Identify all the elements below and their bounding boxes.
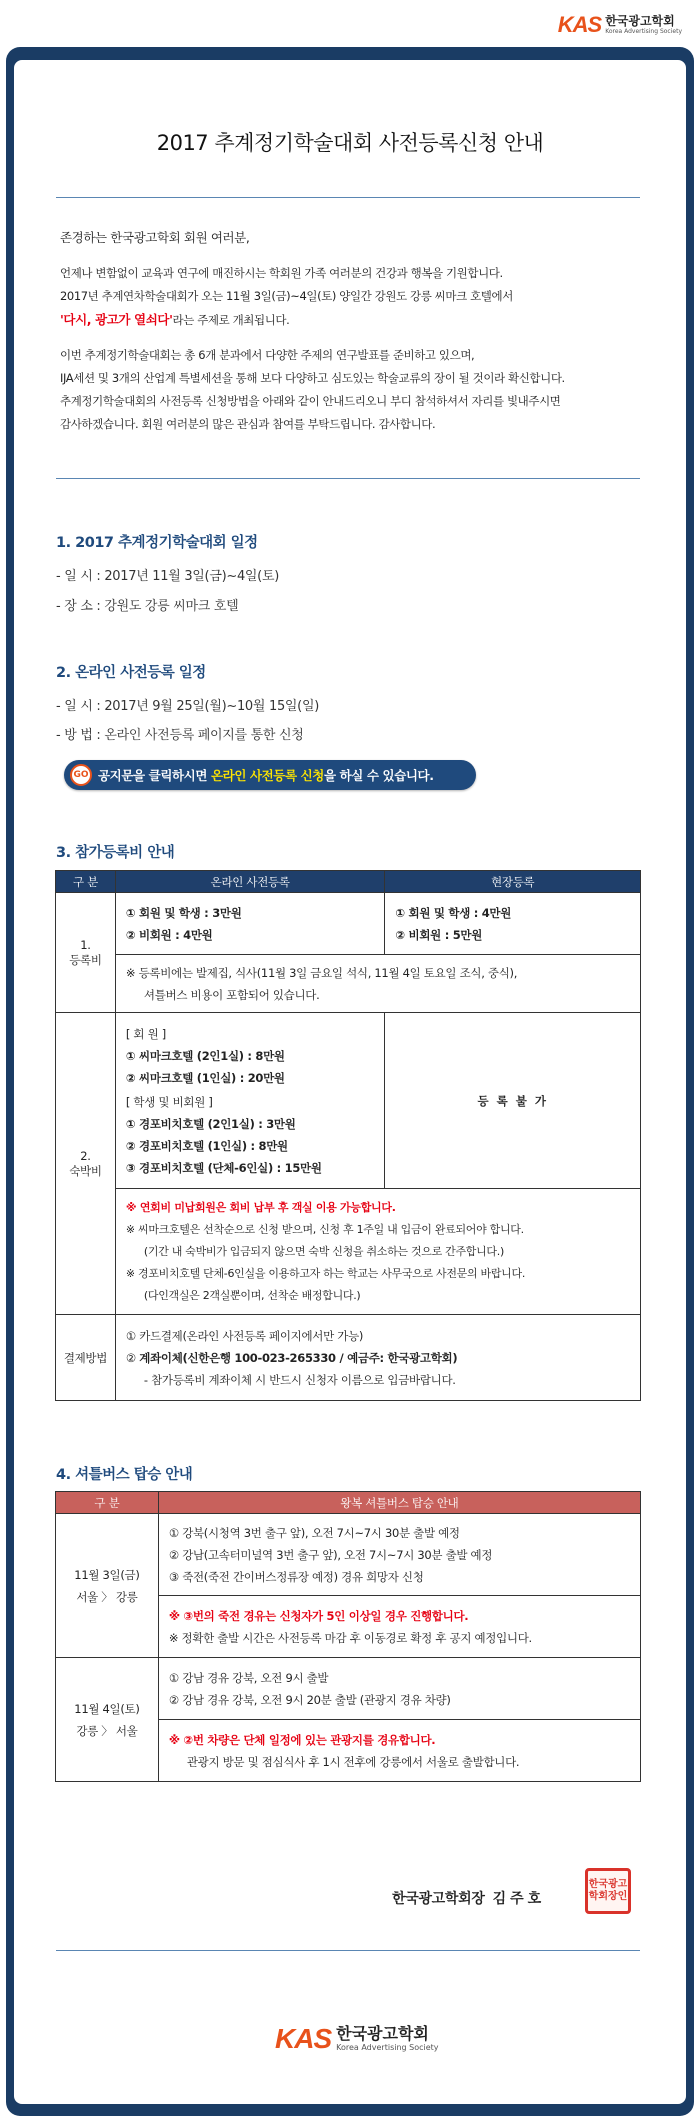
lodging-options: [ 회 원 ] ① 씨마크호텔 (2인1실) : 8만원 ② 씨마크호텔 (1인실) : 20만원 [ 학생 및 비회원 ] ① 경포비치호텔 (2인1실) : 3만원 ② 경포비치호텔 (1인실) : 8만원 ③ 경포비치호텔 (단체-6인실) : 15만원 xyxy=(115,1013,385,1189)
online-fee: ① 회원 및 학생 : 3만원 ② 비회원 : 4만원 xyxy=(115,893,385,955)
kas-logo-mark: KAS xyxy=(275,2023,332,2054)
fee-note: ※ 등록비에는 발제집, 식사(11월 3일 금요일 석식, 11월 4일 토요일 조식, 중식), 셔틀버스 비용이 포함되어 있습니다. xyxy=(115,955,640,1013)
intro-line: 2017년 추계연차학술대회가 오는 11월 3일(금)~4일(토) 양일간 강원도 강릉 씨마크 호텔에서 xyxy=(60,289,513,303)
col-header: 구 분 xyxy=(56,1492,159,1514)
registration-date: - 일 시 : 2017년 9월 25일(월)~10월 15일(일) xyxy=(56,699,319,714)
row-label-registration: 1. 등록비 xyxy=(56,893,116,1013)
day2-notes: ※ ②번 차량은 단체 일정에 있는 관광지를 경유합니다. 관광지 방문 및 점심식사 후 1시 전후에 강릉에서 서울로 출발합니다. xyxy=(158,1720,640,1782)
kas-logo-mark: KAS xyxy=(557,12,602,37)
section-title: 3. 참가등록비 안내 xyxy=(56,845,175,861)
greeting: 존경하는 한국광고학회 회원 여러분, xyxy=(60,230,250,245)
intro-text xyxy=(60,226,650,436)
signature xyxy=(392,1888,545,1908)
lodging-notes: ※ 연회비 미납회원은 회비 납부 후 객실 이용 가능합니다. ※ 씨마크호텔은 선착순으로 신청 받으며, 신청 후 1주일 내 입금이 완료되어야 합니다. (기간 내 숙박비가 입금되지 않으면 숙박 신청을 취소하는 것으로 간주합니다.) ※ 경포비치호텔 단체-6인실을 이용하고자 하는 학교는 사무국으로 사전문의 바랍니다. (다인객실은 2객실뿐이며, 선착순 배정합니다.) xyxy=(115,1189,640,1315)
row-label-payment: 결제방법 xyxy=(56,1315,116,1401)
row-label-day2: 11월 4일(토) 강릉 〉 서울 xyxy=(56,1658,159,1782)
logo-english-name: Korea Advertising Society xyxy=(605,28,682,35)
onsite-fee: ① 회원 및 학생 : 4만원 ② 비회원 : 5만원 xyxy=(385,893,641,955)
go-button-label: 공지문을 클릭하시면 온라인 사전등록 신청을 하실 수 있습니다. xyxy=(98,768,434,783)
divider xyxy=(56,1950,640,1951)
intro-line: 감사하겠습니다. 회원 여러분의 많은 관심과 참여를 부탁드립니다. 감사합니다. xyxy=(60,417,436,431)
divider xyxy=(56,197,640,198)
day2-routes: ① 강남 경유 강북, 오전 9시 출발 ② 강남 경유 강북, 오전 9시 20분 출발 (관광지 경유 차량) xyxy=(158,1658,640,1720)
online-registration-button[interactable] xyxy=(64,760,476,790)
schedule-place: - 장 소 : 강원도 강릉 씨마크 호텔 xyxy=(56,599,239,614)
col-header: 현장등록 xyxy=(385,871,641,893)
theme-suffix: 라는 주제로 개최됩니다. xyxy=(172,313,290,327)
section-title: 4. 셔틀버스 탑승 안내 xyxy=(56,1467,193,1483)
col-header: 왕복 셔틀버스 탑승 안내 xyxy=(158,1492,640,1514)
payment-methods: ① 카드결제(온라인 사전등록 페이지에서만 가능) ② 계좌이체(신한은행 100-023-265330 / 예금주: 한국광고학회) - 참가등록비 계좌이체 시 반드시 신청자 이름으로 입금바랍니다. xyxy=(115,1315,640,1401)
logo-english-name: Korea Advertising Society xyxy=(336,2043,439,2052)
official-seal-icon: 한국광고학회장인 xyxy=(585,1868,631,1914)
signer-title: 한국광고학회장 xyxy=(392,1891,485,1907)
day1-routes: ① 강북(시청역 3번 출구 앞), 오전 7시~7시 30분 출발 예정 ② 강남(고속터미널역 3번 출구 앞), 오전 7시~7시 30분 출발 예정 ③ 죽전(죽전 간이버스정류장 예정) 경유 희망자 신청 xyxy=(158,1514,640,1596)
intro-line: IJA세션 및 3개의 산업계 특별세션을 통해 보다 다양하고 심도있는 학술교류의 장이 될 것이라 확신합니다. xyxy=(60,371,565,385)
row-label-day1: 11월 3일(금) 서울 〉 강릉 xyxy=(56,1514,159,1658)
intro-line: 언제나 변함없이 교육과 연구에 매진하시는 학회원 가족 여러분의 건강과 행복을 기원합니다. xyxy=(60,266,503,280)
logo-korean-name: 한국광고학회 xyxy=(336,2024,429,2043)
go-icon: GO xyxy=(70,764,92,786)
schedule-date: - 일 시 : 2017년 11월 3일(금)~4일(토) xyxy=(56,569,279,584)
registration-method: - 방 법 : 온라인 사전등록 페이지를 통한 신청 xyxy=(56,728,304,743)
intro-line: 이번 추계정기학술대회는 총 6개 분과에서 다양한 주제의 연구발표를 준비하고 있으며, xyxy=(60,348,475,362)
logo-korean-name: 한국광고학회 xyxy=(605,14,675,28)
theme-line xyxy=(60,308,650,332)
col-header: 온라인 사전등록 xyxy=(115,871,385,893)
signer-name: 김주호 xyxy=(492,1891,546,1907)
section-title: 2. 온라인 사전등록 일정 xyxy=(56,665,206,681)
row-label-lodging: 2. 숙박비 xyxy=(56,1013,116,1315)
section-title: 1. 2017 추계정기학술대회 일정 xyxy=(56,535,258,551)
divider xyxy=(56,478,640,479)
page-title: 2017 추계정기학술대회 사전등록신청 안내 xyxy=(156,131,544,155)
intro-line: 추계정기학술대회의 사전등록 신청방법을 아래와 같이 안내드리오니 부디 참석하셔서 자리를 빛내주시면 xyxy=(60,394,561,408)
footer-logo xyxy=(275,2023,439,2055)
day1-notes: ※ ③번의 죽전 경유는 신청자가 5인 이상일 경우 진행합니다. ※ 정확한 출발 시간은 사전등록 마감 후 이동경로 확정 후 공지 예정입니다. xyxy=(158,1596,640,1658)
shuttle-table xyxy=(55,1491,641,1782)
fee-table xyxy=(55,870,641,1401)
onsite-lodging-unavailable: 등 록 불 가 xyxy=(385,1013,641,1189)
theme-highlight: '다시, 광고가 열쇠다' xyxy=(60,312,173,327)
header-logo xyxy=(558,12,682,38)
col-header: 구 분 xyxy=(56,871,116,893)
